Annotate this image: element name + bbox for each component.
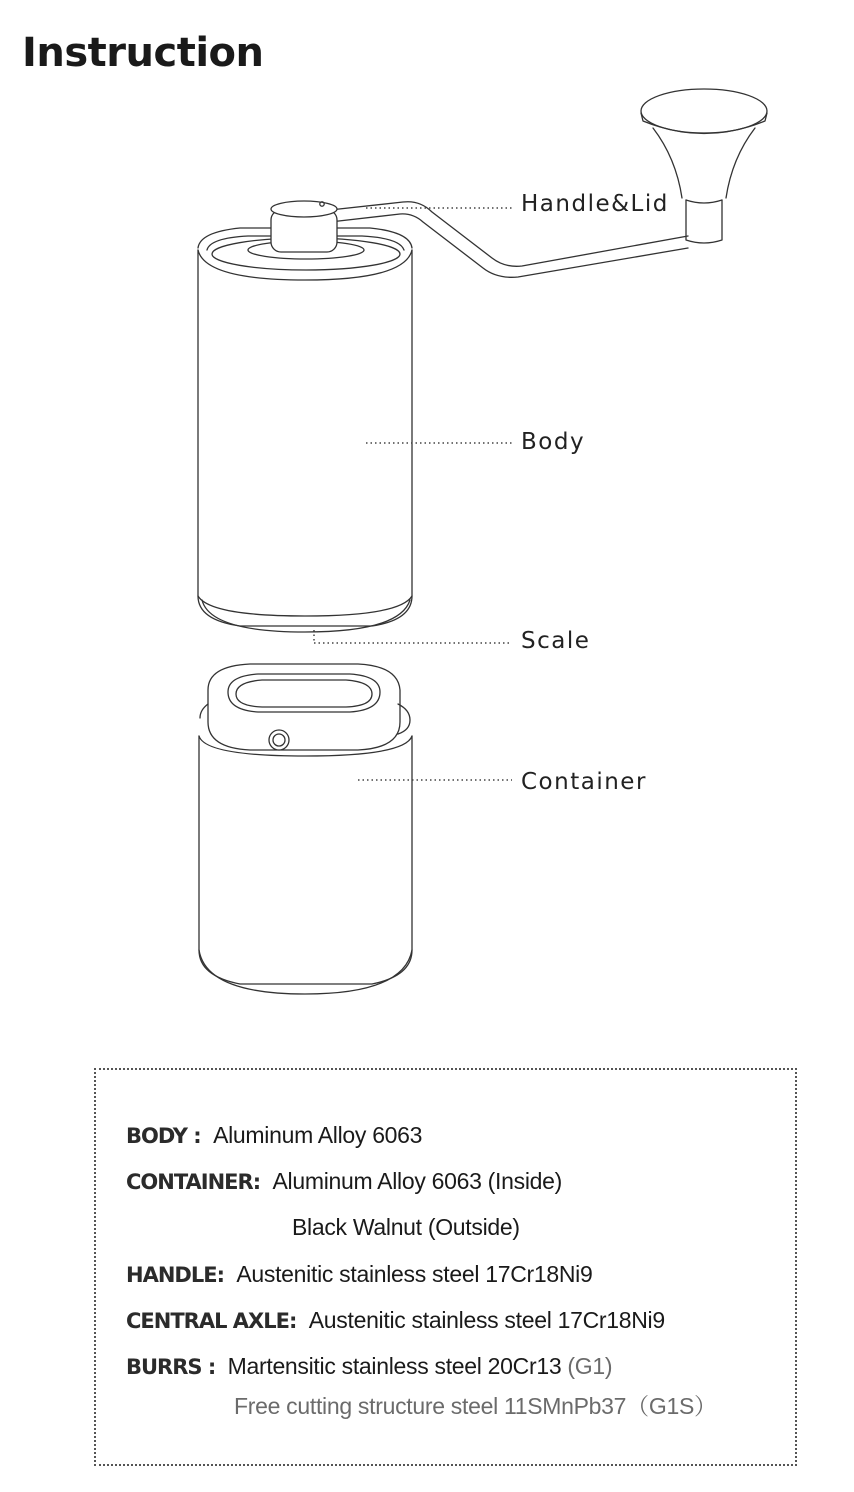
handle-knob [641, 89, 767, 243]
spec-container-key: CONTAINER: [126, 1170, 261, 1194]
spec-central-axle-value: Austenitic stainless steel 17Cr18Ni9 [308, 1307, 665, 1333]
spec-burrs-value-2: Free cutting structure steel 11SMnPb37（G1S） [234, 1393, 717, 1419]
spec-container-value-2: Black Walnut (Outside) [292, 1214, 520, 1240]
spec-burrs-key: BURRS : [126, 1355, 216, 1379]
spec-body-key: BODY : [126, 1124, 201, 1148]
spec-central-axle-key: CENTRAL AXLE: [126, 1309, 297, 1333]
material-spec-box [94, 1068, 797, 1466]
body-shell [198, 250, 412, 632]
label-container: Container [521, 769, 647, 795]
container-shell [199, 736, 412, 994]
spec-container-value: Aluminum Alloy 6063 (Inside) [272, 1168, 562, 1194]
spec-central-axle [126, 1309, 665, 1332]
spec-handle-key: HANDLE: [126, 1263, 224, 1287]
spec-burrs [126, 1355, 612, 1378]
spec-body [126, 1124, 422, 1147]
spec-burrs-grade: (G1) [561, 1353, 613, 1379]
spec-body-value: Aluminum Alloy 6063 [213, 1122, 423, 1148]
page-title: Instruction [22, 30, 264, 76]
label-body: Body [521, 429, 586, 455]
spec-burrs-value: Martensitic stainless steel 20Cr13 [227, 1353, 562, 1379]
label-handle-lid: Handle&Lid [521, 191, 669, 217]
spec-handle-value: Austenitic stainless steel 17Cr18Ni9 [236, 1261, 593, 1287]
container-ring [200, 664, 410, 750]
lid [198, 201, 412, 270]
spec-handle [126, 1263, 592, 1286]
label-scale: Scale [521, 628, 591, 654]
spec-container [126, 1170, 562, 1193]
